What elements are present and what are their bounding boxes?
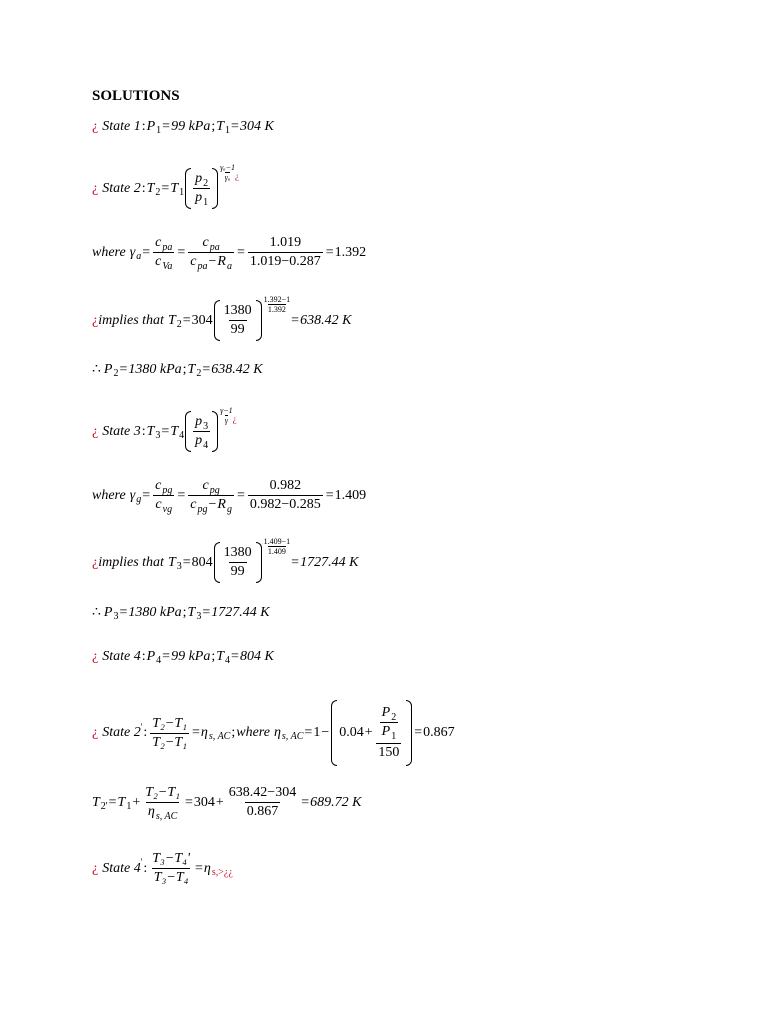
state2-equation: ¿ State 2 : T 2 = T 1 $\frac{p_2}{p_1}$ γₐ−1 γₐ ¿ [92,162,239,208]
gamma-g-result: 1.409 [334,487,367,503]
t3-calculation: ¿ implies that T 3 = 804 $\frac{1380}{99}$ $\frac{1.409-1}{1.409}$ = 1727.44 K [92,542,748,583]
gamma-a-equation: where γ a = $\frac{c_{pa}}{c_{Va}}$ = $\frac{c_{pa}}{c_{pa}-R_a}$ = $\frac{1.019}{1.019-0.287}$ = 1.392 [92,235,367,272]
eta-ac-result: 0.867 [423,725,455,740]
state1-label: State 1 [102,119,141,134]
solutions-heading: SOLUTIONS [92,88,180,104]
state1-pressure: 99 kPa [171,119,211,134]
state3-summary: ∴ P 3 = 1380 kPa ; T 3 = 1727.44 K [92,605,270,622]
t2-prime-calculation: T 2' = T 1 + $\frac{\text{T₂−T₁}}{\eta_{s, AC}}$ = 304 + $\frac{638.42-304}{0.867}$ = 689.72 K [92,785,362,822]
t2-prime-result: 689.72 K [310,794,362,810]
state1-line: ¿ State 1 : P 1 = 99 kPa ; T 1 = 304 K [92,119,274,136]
t2-result: 638.42 K [300,312,352,328]
state3-equation: ¿ State 3 : T 3 = T 4 $\frac{p_3}{p_4}$ γ−1 γ ¿ [92,405,237,451]
t3-result: 1727.44 K [300,554,359,570]
gamma-g-equation: where γ g = $\frac{c_{pg}}{c_{vg}}$ = $\frac{c_{pg}}{c_{pg}-R_g}$ = $\frac{0.982}{0.982-0.285}$ = 1.409 [92,478,367,515]
t2-calculation: ¿ implies that T 2 = 304 $\frac{1380}{99}$ $\frac{1.392-1}{1.392}$ = 638.42 K [92,300,748,341]
state2-summary: ∴ P 2 = 1380 kPa ; T 2 = 638.42 K [92,362,263,379]
gamma-a-result: 1.392 [334,244,367,260]
state4-line: ¿ State 4 : P 4 = 99 kPa ; T 4 = 804 K [92,649,274,666]
state1-temperature: 304 K [239,119,274,134]
state2-exponent: γₐ−1 γₐ [220,162,235,182]
state2-prime-equation: ¿ State 2 ' : $\frac{\text{T₂−T₁}}{\text{T₂−T₁}}$ = η s, AC ; where η s, AC = 1 − 0.04 + $\frac{\frac{P_2}{P_1}}{150}$ = 0.867 [92,700,748,766]
state4-prime-equation: ¿ State 4 ' : $\frac{\text{T₃−T₄'}}{\text{T₃−T₄}}$ = η s,>¿¿ [92,851,233,885]
